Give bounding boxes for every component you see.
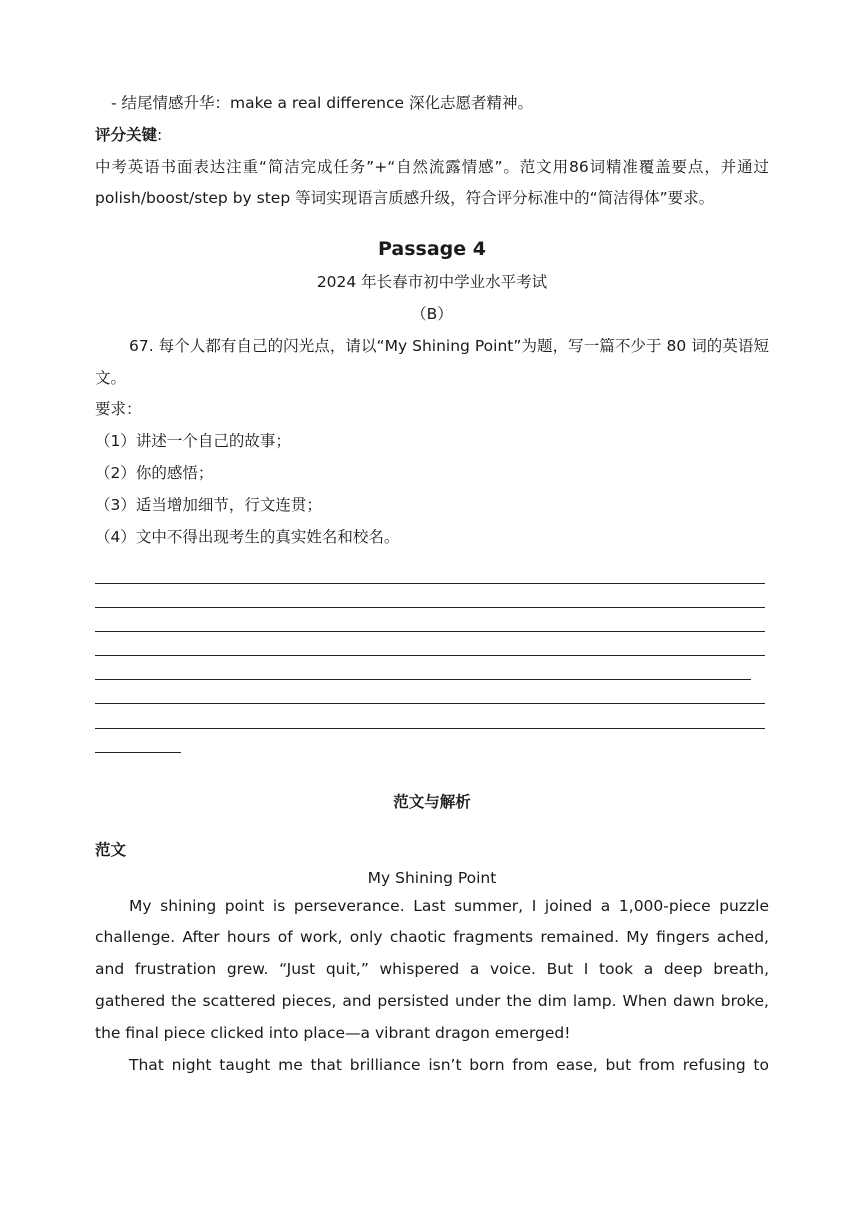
answer-section-title: 范文与解析: [393, 792, 471, 811]
answer-blank-line: [95, 559, 765, 583]
requirement-item: （4）文中不得出现考生的真实姓名和校名。: [95, 527, 400, 546]
answer-blank-line: [95, 704, 765, 728]
scoring-text: 中考英语书面表达注重“简洁完成任务”+“自然流露情感”。范文用86词精准覆盖要点，并通过 polish/boost/step by step 等词实现语言质感升级，符合评分标准中的“简洁得体”要求。: [95, 157, 769, 208]
passage-title: Passage 4: [378, 238, 486, 261]
scoring-colon: :: [157, 125, 163, 144]
answer-blank-line: [95, 680, 765, 704]
answer-blank-lines: [95, 559, 769, 753]
requirement-item: （1）讲述一个自己的故事；: [95, 432, 291, 451]
paper-label: （B）: [411, 304, 453, 323]
answer-blank-line: [95, 632, 765, 656]
answer-blank-line: [95, 656, 751, 680]
essay-paragraph-1: My shining point is perseverance. Last summer, I joined a 1,000-piece puzzle challenge. After hours of work, only chaotic fragments remained. My fingers ached, and frustration grew. “Just quit,” whispered a voice. But I took a deep breath, gathered the scattered pieces, and persisted under the dim lamp. When dawn broke, the final piece clicked into place—a vibrant dragon emerged!: [95, 896, 769, 1042]
essay-title: My Shining Point: [367, 868, 497, 887]
essay-paragraph-2: That night taught me that brilliance isn’t born from ease, but from refusing to: [129, 1055, 769, 1074]
answer-blank-line: [95, 608, 765, 632]
answer-blank-line: [95, 729, 181, 753]
exam-name: 2024 年长春市初中学业水平考试: [316, 273, 548, 292]
requirement-item: （3）适当增加细节，行文连贯；: [95, 495, 322, 514]
scoring-heading: 评分关键: [95, 125, 158, 144]
model-essay-label: 范文: [95, 840, 127, 859]
answer-blank-line: [95, 584, 765, 608]
scoring-heading-line: [95, 120, 769, 152]
summary-bullet: - 结尾情感升华：make a real difference 深化志愿者精神。: [111, 94, 533, 112]
requirement-item: （2）你的感悟；: [95, 463, 214, 482]
document-page: [95, 88, 769, 1081]
question-prompt: 67. 每个人都有自己的闪光点，请以“My Shining Point”为题，写一篇不少于 80 词的英语短文。: [95, 336, 769, 387]
requirements-label: 要求：: [95, 400, 142, 419]
